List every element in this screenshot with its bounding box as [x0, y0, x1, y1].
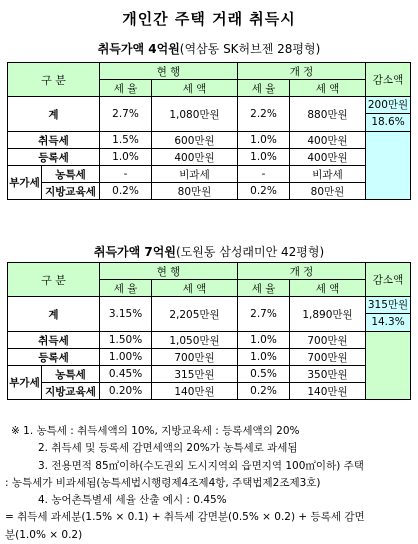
- table2-header-revised: 개 정: [238, 263, 366, 280]
- table2-header-current: 현 행: [100, 263, 238, 280]
- table1-header-revised: 개 정: [238, 63, 366, 80]
- table2-reg-label: 등록세: [8, 349, 100, 366]
- note-line: 3. 전용면적 85㎡이하(수도권외 도시지역외 읍면지역 100㎡이하) 주택: [38, 459, 364, 472]
- table2-farm-amount-current: 315만원: [152, 366, 238, 383]
- table2-subtitle: [0, 243, 418, 260]
- table2-header-amount-revised: 세 액: [290, 280, 366, 297]
- table1-farm-rate-current: -: [100, 166, 152, 183]
- table1-reg-label: 등록세: [8, 149, 100, 166]
- table2-edu-amount-current: 140만원: [152, 383, 238, 400]
- table1-reg-rate-current: 1.0%: [100, 149, 152, 166]
- table2-total-amount-revised: 1,890만원: [290, 297, 366, 332]
- table1-header-gubun: 구 분: [8, 63, 100, 97]
- note-line: 분(1.0% × 0.2): [5, 528, 83, 541]
- table2-header-reduction: 감소액: [366, 263, 411, 297]
- table1-surtax-label: 부가세: [8, 166, 42, 200]
- table1-farm-label: 농특세: [42, 166, 100, 183]
- table1-header-amount-current: 세 액: [152, 80, 238, 97]
- table1-header-rate-revised: 세 율: [238, 80, 290, 97]
- table2-edu-rate-revised: 0.2%: [238, 383, 290, 400]
- table1-edu-rate-revised: 0.2%: [238, 183, 290, 200]
- table1-farm-amount-current: 비과세: [152, 166, 238, 183]
- table1-header-rate-current: 세 율: [100, 80, 152, 97]
- table2-reduction-amount: 315만원: [366, 297, 410, 314]
- note-line: 4. 농어촌특별세 세율 산출 예시 : 0.45%: [38, 494, 227, 507]
- table1-edu-amount-current: 80만원: [152, 183, 238, 200]
- table2-acq-label: 취득세: [8, 332, 100, 349]
- table2-reg-rate-current: 1.00%: [100, 349, 152, 366]
- table1-acq-amount-revised: 400만원: [290, 132, 366, 149]
- table2-header-gubun: 구 분: [8, 263, 100, 297]
- table1-edu-rate-current: 0.2%: [100, 183, 152, 200]
- table1-acq-rate-revised: 1.0%: [238, 132, 290, 149]
- table1-farm-rate-revised: -: [238, 166, 290, 183]
- table2-total-amount-current: 2,205만원: [152, 297, 238, 332]
- table1-total-rate-revised: 2.2%: [238, 97, 290, 132]
- table2-reduction-cell: [366, 297, 411, 332]
- table2-edu-rate-current: 0.20%: [100, 383, 152, 400]
- table2-farm-amount-revised: 350만원: [290, 366, 366, 383]
- table2-acq-amount-current: 1,050만원: [152, 332, 238, 349]
- table1-subtitle-rest: (역삼동 SK허브젠 28평형): [179, 42, 321, 56]
- table1-reg-amount-current: 400만원: [152, 149, 238, 166]
- table1-edu-amount-revised: 80만원: [290, 183, 366, 200]
- table2-reg-amount-revised: 700만원: [290, 349, 366, 366]
- table2-subtitle-bold: 취득가액 7억원: [93, 245, 176, 259]
- table2-surtax-label: 부가세: [8, 366, 42, 400]
- table2-acq-rate-revised: 1.0%: [238, 332, 290, 349]
- table1-reduction-pct: 18.6%: [371, 116, 405, 128]
- table2-edu-amount-revised: 140만원: [290, 383, 366, 400]
- table1-reduction-cell: [366, 97, 411, 132]
- table1-subtitle-bold: 취득가액 4억원: [97, 42, 180, 56]
- note-line: : 농특세가 비과세됨(농특세법시행령제4조제4항, 주택법제2조제3호): [5, 476, 321, 489]
- table1-reduction-amount: 200만원: [366, 97, 410, 114]
- table2-total-rate-current: 3.15%: [100, 297, 152, 332]
- table1-reduction-empty: [366, 132, 411, 200]
- note-line: ※ 1. 농특세 : 취득세액의 10%, 지방교육세 : 등록세액의 20%: [11, 425, 300, 437]
- note-line: = 취득세 과세분(1.5% × 0.1) + 취득세 감면분(0.5% × 0.2) + 등록세 감면: [5, 511, 365, 524]
- table1-total-amount-current: 1,080만원: [152, 97, 238, 132]
- table1-header-current: 현 행: [100, 63, 238, 80]
- table1-total-rate-current: 2.7%: [100, 97, 152, 132]
- table2-reg-amount-current: 700만원: [152, 349, 238, 366]
- table1-edu-label: 지방교육세: [42, 183, 100, 200]
- table2-total-rate-revised: 2.7%: [238, 297, 290, 332]
- table2: [7, 262, 411, 400]
- table2-subtitle-rest: (도원동 삼성래미안 42평형): [175, 245, 325, 259]
- table1-acq-amount-current: 600만원: [152, 132, 238, 149]
- table1-header-amount-revised: 세 액: [290, 80, 366, 97]
- table1-acq-label: 취득세: [8, 132, 100, 149]
- table1-header-reduction: 감소액: [366, 63, 411, 97]
- table2-acq-amount-revised: 700만원: [290, 332, 366, 349]
- table2-edu-label: 지방교육세: [42, 383, 100, 400]
- table2-header-rate-current: 세 율: [100, 280, 152, 297]
- table1-subtitle: [0, 40, 418, 57]
- table1-farm-amount-revised: 비과세: [290, 166, 366, 183]
- table2-farm-rate-current: 0.45%: [100, 366, 152, 383]
- page-title: 개인간 주택 거래 취득시: [122, 10, 296, 28]
- table1: [7, 62, 411, 200]
- table2-header-rate-revised: 세 율: [238, 280, 290, 297]
- note-line: 2. 취득세 및 등록세 감면세액의 20%가 농특세로 과세됨: [38, 442, 298, 455]
- table2-reg-rate-revised: 1.0%: [238, 349, 290, 366]
- table2-total-label: 계: [8, 297, 100, 332]
- table1-reg-rate-revised: 1.0%: [238, 149, 290, 166]
- table2-header-amount-current: 세 액: [152, 280, 238, 297]
- table2-acq-rate-current: 1.50%: [100, 332, 152, 349]
- table2-reduction-empty: [366, 332, 411, 400]
- table1-reg-amount-revised: 400만원: [290, 149, 366, 166]
- footnotes: [5, 423, 413, 544]
- table2-farm-rate-revised: 0.5%: [238, 366, 290, 383]
- table1-total-label: 계: [8, 97, 100, 132]
- table1-acq-rate-current: 1.5%: [100, 132, 152, 149]
- table2-reduction-pct: 14.3%: [371, 316, 405, 328]
- table1-total-amount-revised: 880만원: [290, 97, 366, 132]
- table2-farm-label: 농특세: [42, 366, 100, 383]
